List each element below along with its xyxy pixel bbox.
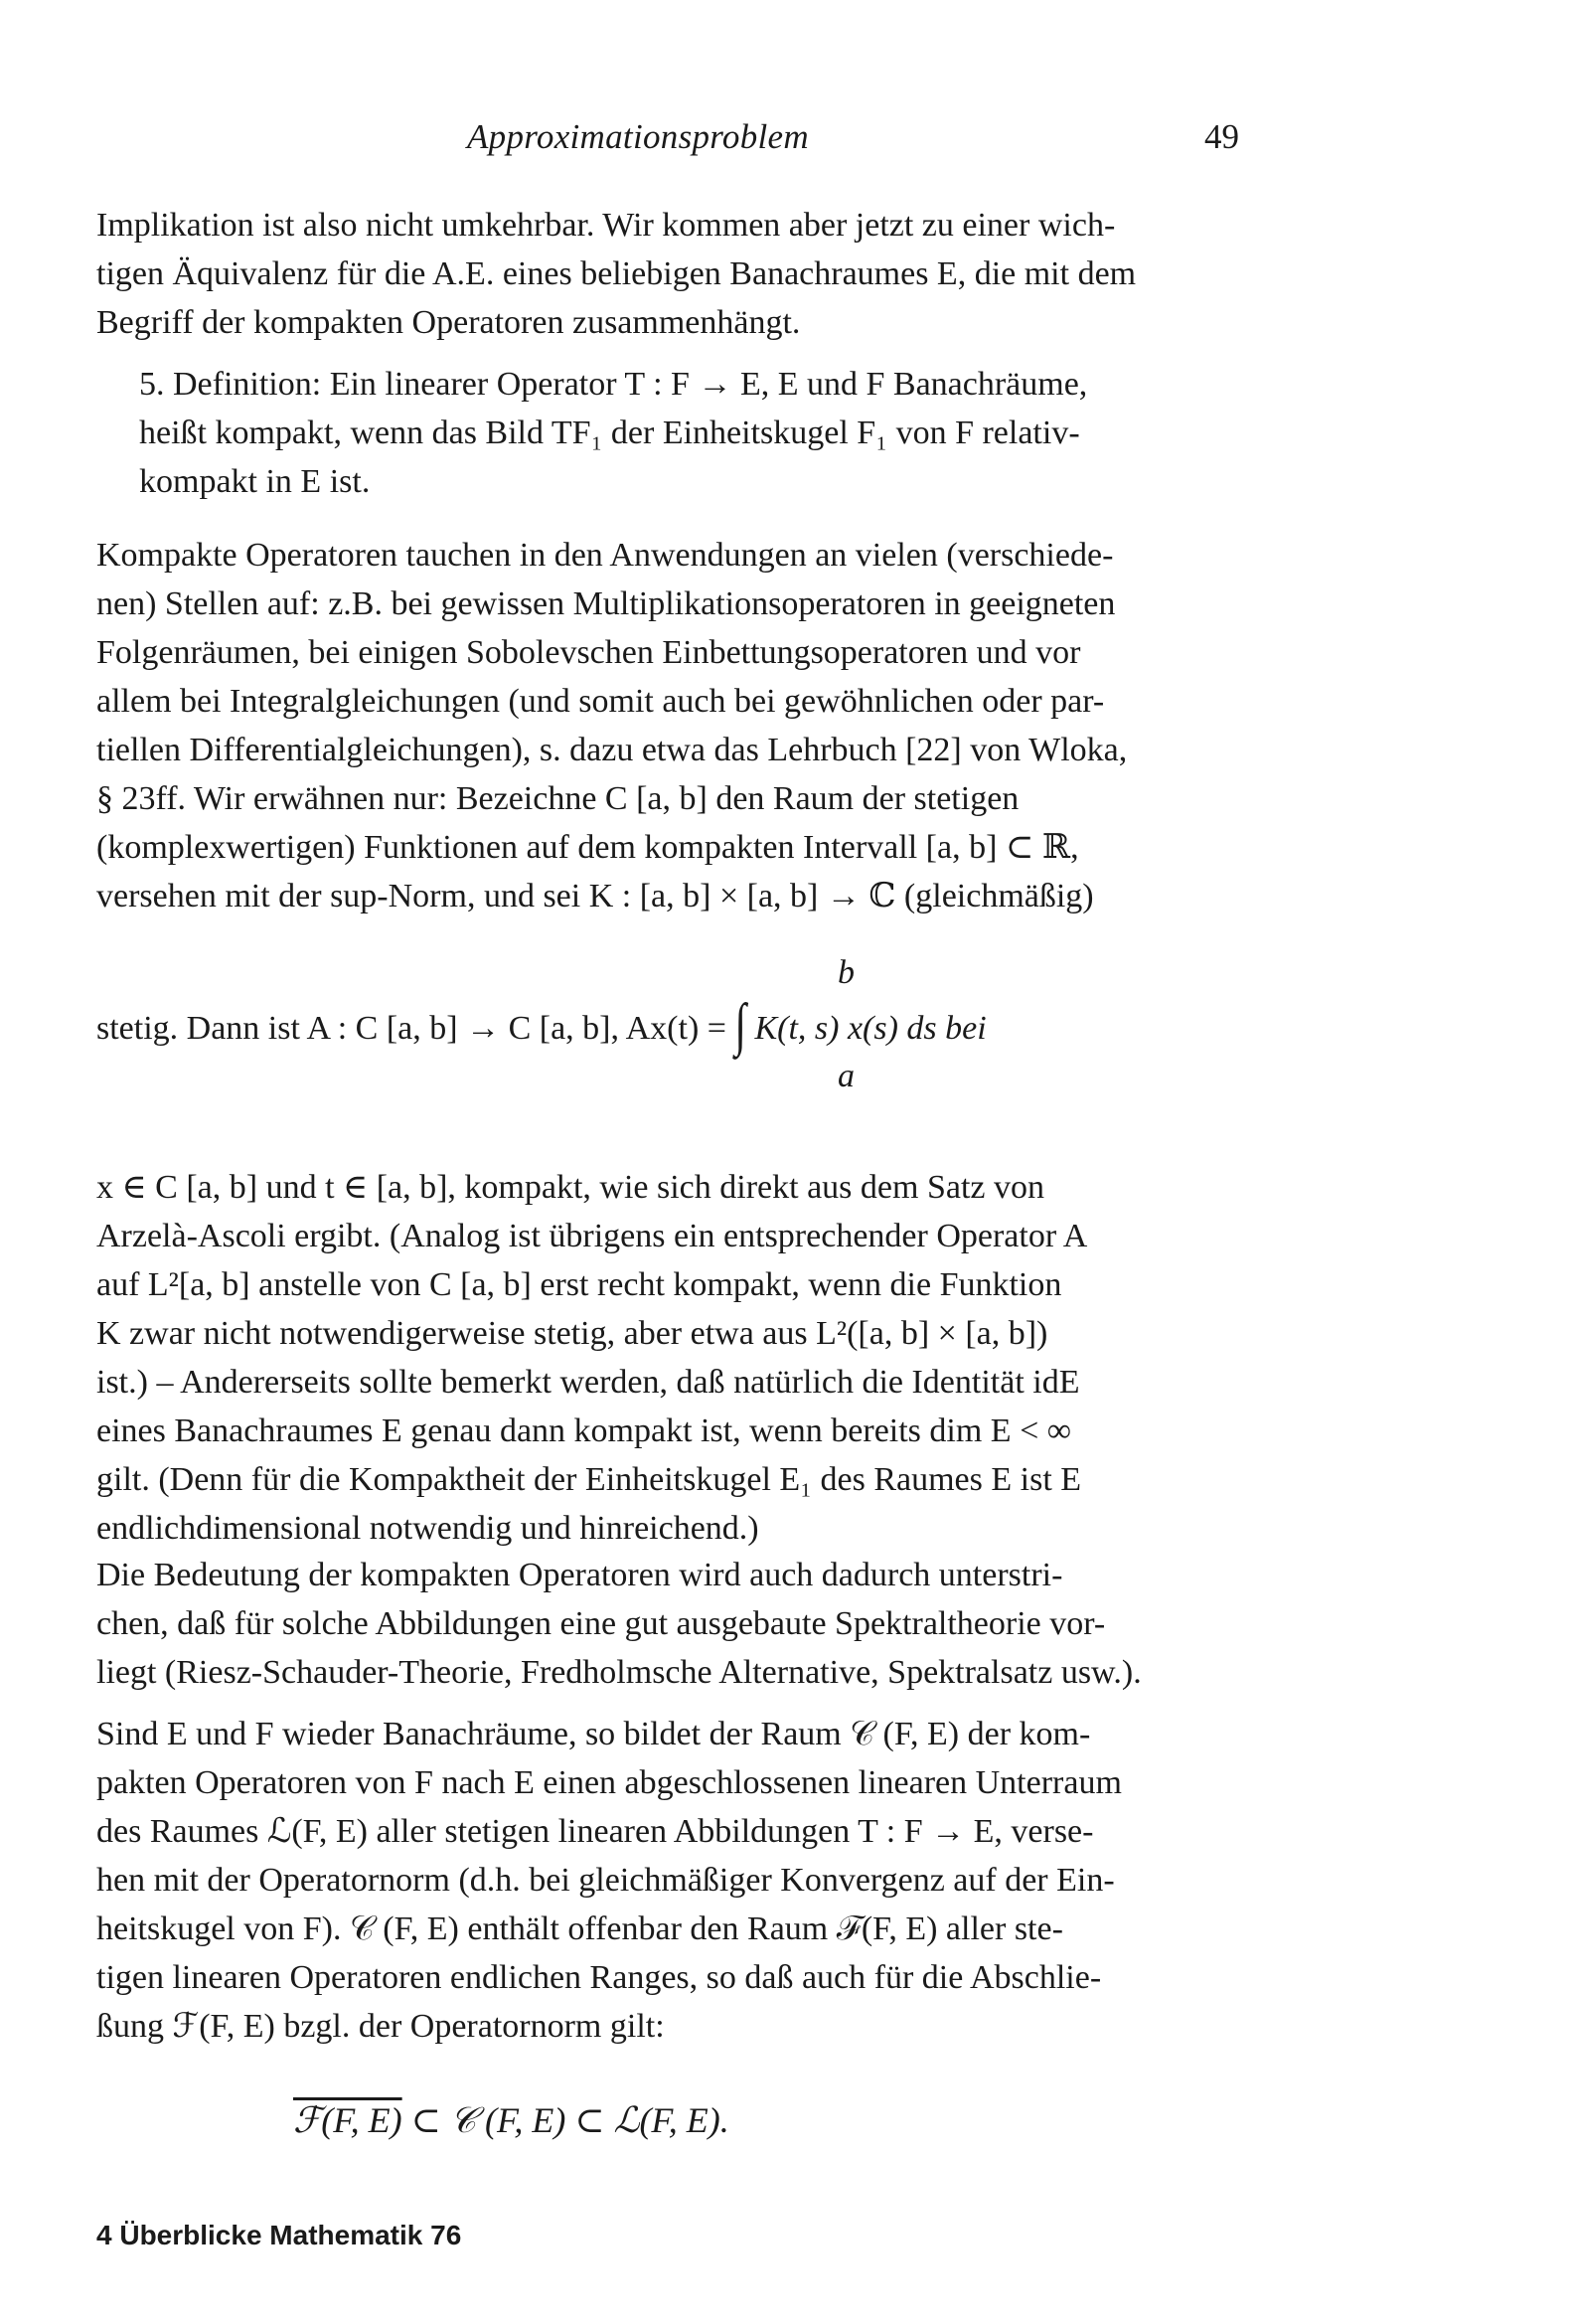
integral-lower-limit: a xyxy=(838,1058,855,1094)
text-line: endlichdimensional notwendig und hinreichend.) xyxy=(96,1510,759,1547)
text-line: ist.) – Andererseits sollte bemerkt werden, daß natürlich die Identität idE xyxy=(96,1364,1080,1401)
integrand: K(t, s) x(s) ds bei xyxy=(754,1010,987,1047)
text-line: (komplexwertigen) Funktionen auf dem kompakten Intervall [a, b] ⊂ ℝ, xyxy=(96,829,1079,866)
running-header-title: Approximationsproblem xyxy=(467,117,809,156)
text-line: heitskugel von F). 𝒞 (F, E) enthält offenbar den Raum ℱ(F, E) aller ste- xyxy=(96,1910,1063,1947)
text-line: Begriff der kompakten Operatoren zusammenhängt. xyxy=(96,304,801,341)
footer-signature: 4 Überblicke Mathematik 76 xyxy=(96,2220,462,2250)
text-line: gilt. (Denn für die Kompaktheit der Einheitskugel E₁ des Raumes E ist E xyxy=(96,1461,1082,1498)
integral-lead-text: stetig. Dann ist A : C [a, b] → C [a, b], Ax(t) = xyxy=(96,1010,726,1047)
definition-5 xyxy=(139,360,1272,506)
text-line: eines Banachraumes E genau dann kompakt ist, wenn bereits dim E < ∞ xyxy=(96,1412,1071,1449)
text-line: Kompakte Operatoren tauchen in den Anwendungen an vielen (verschiede- xyxy=(96,537,1114,574)
text-line: nen) Stellen auf: z.B. bei gewissen Multiplikationsoperatoren in geeigneten xyxy=(96,585,1116,622)
text-line: Sind E und F wieder Banachräume, so bildet der Raum 𝒞 (F, E) der kom- xyxy=(96,1716,1091,1752)
text-line: x ∈ C [a, b] und t ∈ [a, b], kompakt, wie sich direkt aus dem Satz von xyxy=(96,1169,1044,1206)
paragraph-applications xyxy=(96,531,1269,920)
text-line: liegt (Riesz-Schauder-Theorie, Fredholmsche Alternative, Spektralsatz usw.). xyxy=(96,1654,1142,1691)
formula-closure: ℱ(F, E) xyxy=(293,2100,402,2140)
formula-rest: ⊂ 𝒞 (F, E) ⊂ ℒ(F, E). xyxy=(401,2100,729,2140)
integral-sign: ∫ xyxy=(734,993,746,1059)
text-line: des Raumes ℒ(F, E) aller stetigen linearen Abbildungen T : F → E, verse- xyxy=(96,1813,1094,1850)
page-number: 49 xyxy=(1204,117,1239,156)
paragraph-operator-spaces xyxy=(96,1710,1269,2051)
text-line: heißt kompakt, wenn das Bild TF₁ der Einheitskugel F₁ von F relativ- xyxy=(139,415,1080,451)
text-line: Implikation ist also nicht umkehrbar. Wir kommen aber jetzt zu einer wich- xyxy=(96,207,1116,244)
text-line: Die Bedeutung der kompakten Operatoren wird auch dadurch unterstri- xyxy=(96,1557,1063,1593)
paragraph-spectral-theory xyxy=(96,1551,1269,1697)
text-line: Arzelà-Ascoli ergibt. (Analog ist übrigens ein entsprechender Operator A xyxy=(96,1218,1088,1254)
text-line: Folgenräumen, bei einigen Sobolevschen Einbettungsoperatoren und vor xyxy=(96,634,1081,671)
integral-operator-line xyxy=(96,954,1269,1103)
text-line: versehen mit der sup-Norm, und sei K : [a, b] × [a, b] → ℂ (gleichmäßig) xyxy=(96,878,1094,914)
text-line: tiellen Differentialgleichungen), s. dazu etwa das Lehrbuch [22] von Wloka, xyxy=(96,732,1128,768)
text-line: ßung ℱ(F, E) bzgl. der Operatornorm gilt: xyxy=(96,2008,665,2045)
text-line: allem bei Integralgleichungen (und somit auch bei gewöhnlichen oder par- xyxy=(96,683,1105,720)
integral-expression xyxy=(96,993,987,1059)
text-line: auf L²[a, b] anstelle von C [a, b] erst recht kompakt, wenn die Funktion xyxy=(96,1266,1062,1303)
integral-upper-limit: b xyxy=(838,954,855,991)
text-line: hen mit der Operatornorm (d.h. bei gleichmäßiger Konvergenz auf der Ein- xyxy=(96,1862,1115,1899)
paragraph-arzela-ascoli xyxy=(96,1163,1269,1553)
text-line: tigen linearen Operatoren endlichen Ranges, so daß auch für die Abschlie- xyxy=(96,1959,1102,1996)
paragraph-intro xyxy=(96,201,1269,347)
text-line: tigen Äquivalenz für die A.E. eines beliebigen Banachraumes E, die mit dem xyxy=(96,255,1137,292)
inclusion-formula xyxy=(293,2099,729,2142)
text-line: § 23ff. Wir erwähnen nur: Bezeichne C [a, b] den Raum der stetigen xyxy=(96,780,1020,817)
text-line: 5. Definition: Ein linearer Operator T : F → E, E und F Banachräume, xyxy=(139,366,1088,403)
text-line: chen, daß für solche Abbildungen eine gut ausgebaute Spektraltheorie vor- xyxy=(96,1605,1106,1642)
text-line: K zwar nicht notwendigerweise stetig, aber etwa aus L²([a, b] × [a, b]) xyxy=(96,1315,1048,1352)
text-line: kompakt in E ist. xyxy=(139,463,371,500)
text-line: pakten Operatoren von F nach E einen abgeschlossenen linearen Unterraum xyxy=(96,1764,1122,1801)
